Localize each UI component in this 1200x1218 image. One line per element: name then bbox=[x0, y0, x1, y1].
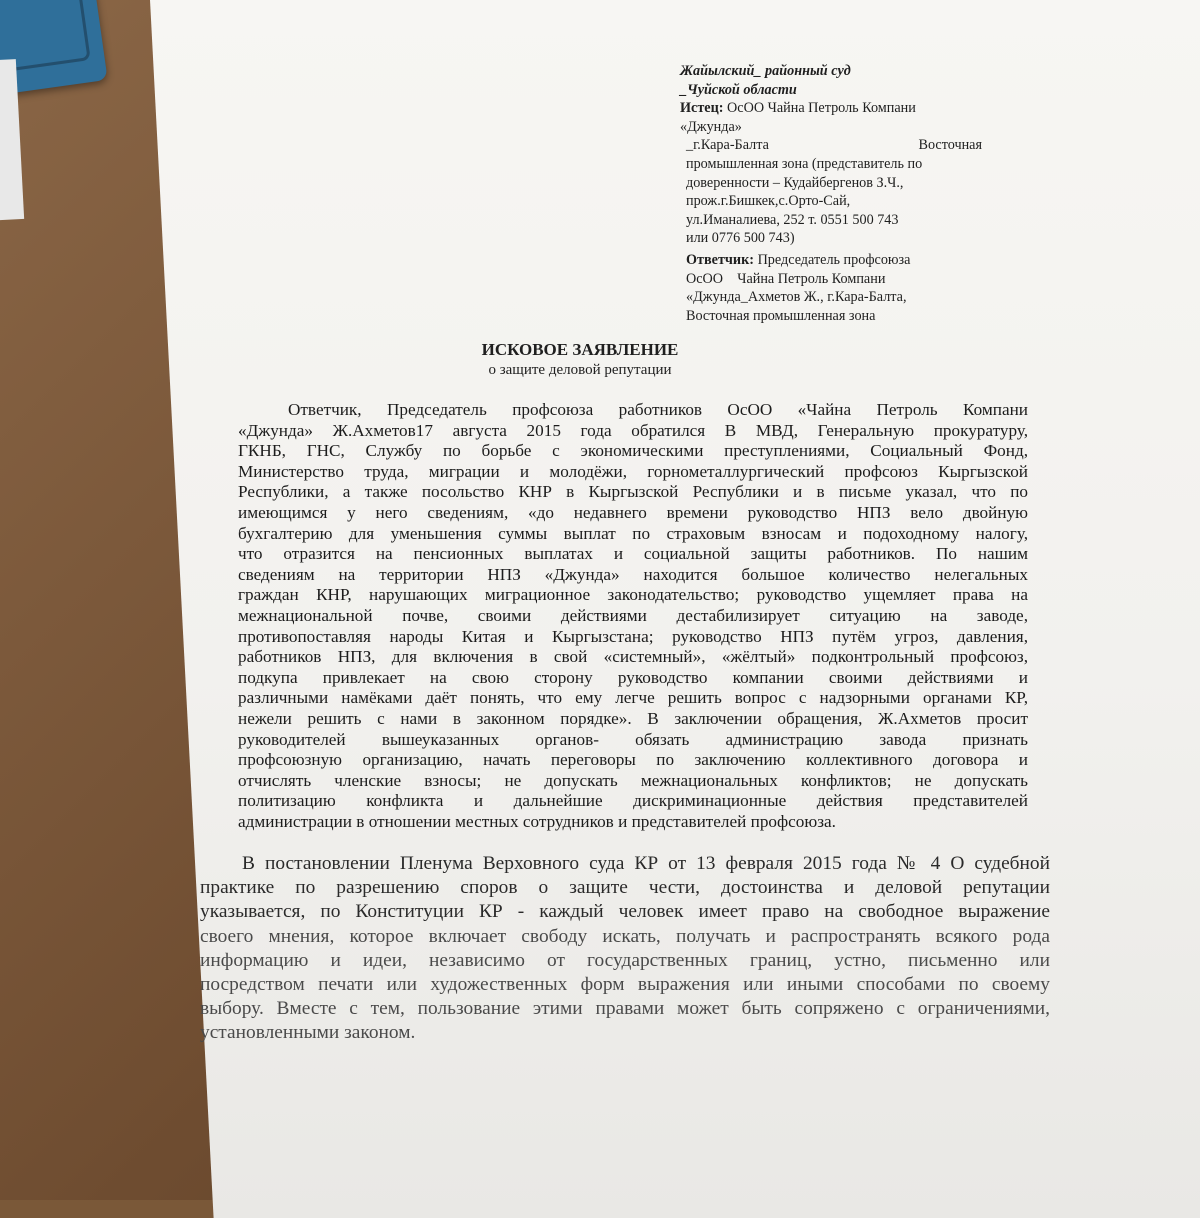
paragraph-line: работников НПЗ, для включения в свой «системный», «жёлтый» подконтрольный профсоюз, bbox=[238, 647, 1028, 667]
paragraph-line: что отразится на пенсионных выплатах и социальной защиты работников. По нашим bbox=[238, 544, 1028, 564]
paragraph-line: бухгалтерию для уменьшения суммы выплат по страховым взносам и подоходному налогу, bbox=[238, 523, 1028, 543]
plaintiff-label: Истец: bbox=[680, 100, 724, 117]
addressee-block bbox=[680, 62, 990, 325]
paragraph-claim-facts bbox=[238, 400, 1028, 832]
paragraph-line: администрации в отношении местных сотрудников и представителей профсоюза. bbox=[238, 811, 836, 831]
paragraph-line: В постановлении Пленума Верховного суда КР от 13 февраля 2015 года № 4 О судебной bbox=[242, 853, 1050, 874]
plaintiff-zone: Восточная bbox=[918, 137, 982, 154]
document-title: ИСКОВОЕ ЗАЯВЛЕНИЕ bbox=[481, 340, 679, 359]
defendant-name: «Джунда_Ахметов Ж., г.Кара-Балта, bbox=[686, 289, 907, 306]
paragraph-line: выбору. Вместе с тем, пользование этими правами может быть сопряжено с ограничениями, bbox=[200, 998, 1050, 1020]
paragraph-legal-basis bbox=[200, 852, 1050, 1046]
paragraph-line: сведениям на территории НПЗ «Джунда» находится большое количество нелегальных bbox=[238, 564, 1028, 584]
paragraph-line: граждан КНР, нарушающих миграционное законодательство; руководство ущемляет права на bbox=[238, 585, 1028, 605]
court-region: _Чуйской области bbox=[680, 81, 797, 98]
plaintiff-address-1 bbox=[680, 136, 990, 155]
paragraph-line: Министерство труда, миграции и молодёжи, горнометаллургический профсоюз Кыргызской bbox=[238, 461, 1028, 481]
paragraph-line: практике по разрешению споров о защите чести, достоинства и деловой репутации bbox=[200, 877, 1050, 899]
plaintiff-line bbox=[680, 99, 990, 118]
defendant-address: Восточная промышленная зона bbox=[686, 307, 876, 324]
plaintiff-city: _г.Кара-Балта bbox=[686, 137, 769, 154]
paragraph-line: отчислять членские взносы; не допускать межнациональных конфликтов; не допускать bbox=[238, 770, 1028, 790]
paragraph-line: подкупа привлекает на свою сторону руководство компании своими действиями и bbox=[238, 667, 1028, 687]
defendant-title: Председатель профсоюза bbox=[754, 251, 911, 268]
plaintiff-address-2: промышленная зона (представитель по bbox=[686, 155, 923, 172]
paragraph-line: ГКНБ, ГНС, Службу по борьбе с экономическими преступлениями, Социальный Фонд, bbox=[238, 441, 1028, 461]
defendant-label: Ответчик: bbox=[686, 251, 755, 268]
paragraph-line: различными намёками даёт понять, что ему легче решить вопрос с надзорными органами КР, bbox=[238, 688, 1028, 708]
plaintiff-name-cont: «Джунда» bbox=[680, 118, 742, 135]
plaintiff-address-4: прож.г.Бишкек,с.Орто-Сай, bbox=[686, 193, 851, 210]
court-name: Жайылский_ районный суд bbox=[680, 63, 851, 79]
paragraph-line: профсоюзную организацию, начать переговоры по заключению коллективного договора и bbox=[238, 750, 1028, 770]
plaintiff-name: ОсОО Чайна Петроль Компани bbox=[723, 100, 916, 117]
plaintiff-address-5: ул.Иманалиева, 252 т. 0551 500 743 bbox=[686, 211, 899, 228]
paragraph-line: межнациональной почве, своими действиями дестабилизирует ситуацию на заводе, bbox=[238, 605, 1028, 625]
paragraph-line: противопоставляя народы Китая и Кыргызстана; руководство НПЗ путём угроз, давления, bbox=[238, 626, 1028, 646]
paragraph-line: «Джунда» Ж.Ахметов17 августа 2015 года обратился В МВД, Генеральную прокуратуру, bbox=[238, 420, 1028, 440]
defendant-org: ОсОО Чайна Петроль Компани bbox=[686, 270, 886, 287]
paragraph-line: имеющимся у него сведениям, «до недавнего времени руководство НПЗ вело двойную bbox=[238, 502, 1028, 522]
paragraph-line: Республики, а также посольство КНР в Кыргызской Республики и в письме указал, что по bbox=[238, 482, 1028, 502]
defendant-line bbox=[680, 251, 990, 270]
document-subtitle: о защите деловой репутации bbox=[488, 362, 672, 378]
plaintiff-address-3: доверенности – Кудайбергенов З.Ч., bbox=[686, 174, 904, 191]
plaintiff-address-6: или 0776 500 743) bbox=[686, 230, 795, 247]
paragraph-line: политизацию конфликта и дальнейшие дискриминационные действия представителей bbox=[238, 791, 1028, 811]
paragraph-line: Ответчик, Председатель профсоюза работников ОсОО «Чайна Петроль Компани bbox=[288, 400, 1028, 419]
paragraph-line: своего мнения, которое включает свободу искать, получать и распространять всякого рода bbox=[200, 925, 1050, 947]
paragraph-line: руководителей вышеуказанных органов- обязать администрацию завода признать bbox=[238, 729, 1028, 749]
paragraph-line: указывается, по Конституции КР - каждый человек имеет право на свободное выражение bbox=[200, 901, 1050, 923]
paragraph-line: посредством печати или художественных форм выражения или иными способами по своему bbox=[200, 974, 1050, 996]
paragraph-line: информацию и идеи, независимо от государственных границ, устно, письменно или bbox=[200, 949, 1050, 971]
paragraph-line: нежели решить с нами в законном порядке». В заключении обращения, Ж.Ахметов просит bbox=[238, 708, 1028, 728]
paragraph-line: установленными законом. bbox=[200, 1022, 416, 1044]
